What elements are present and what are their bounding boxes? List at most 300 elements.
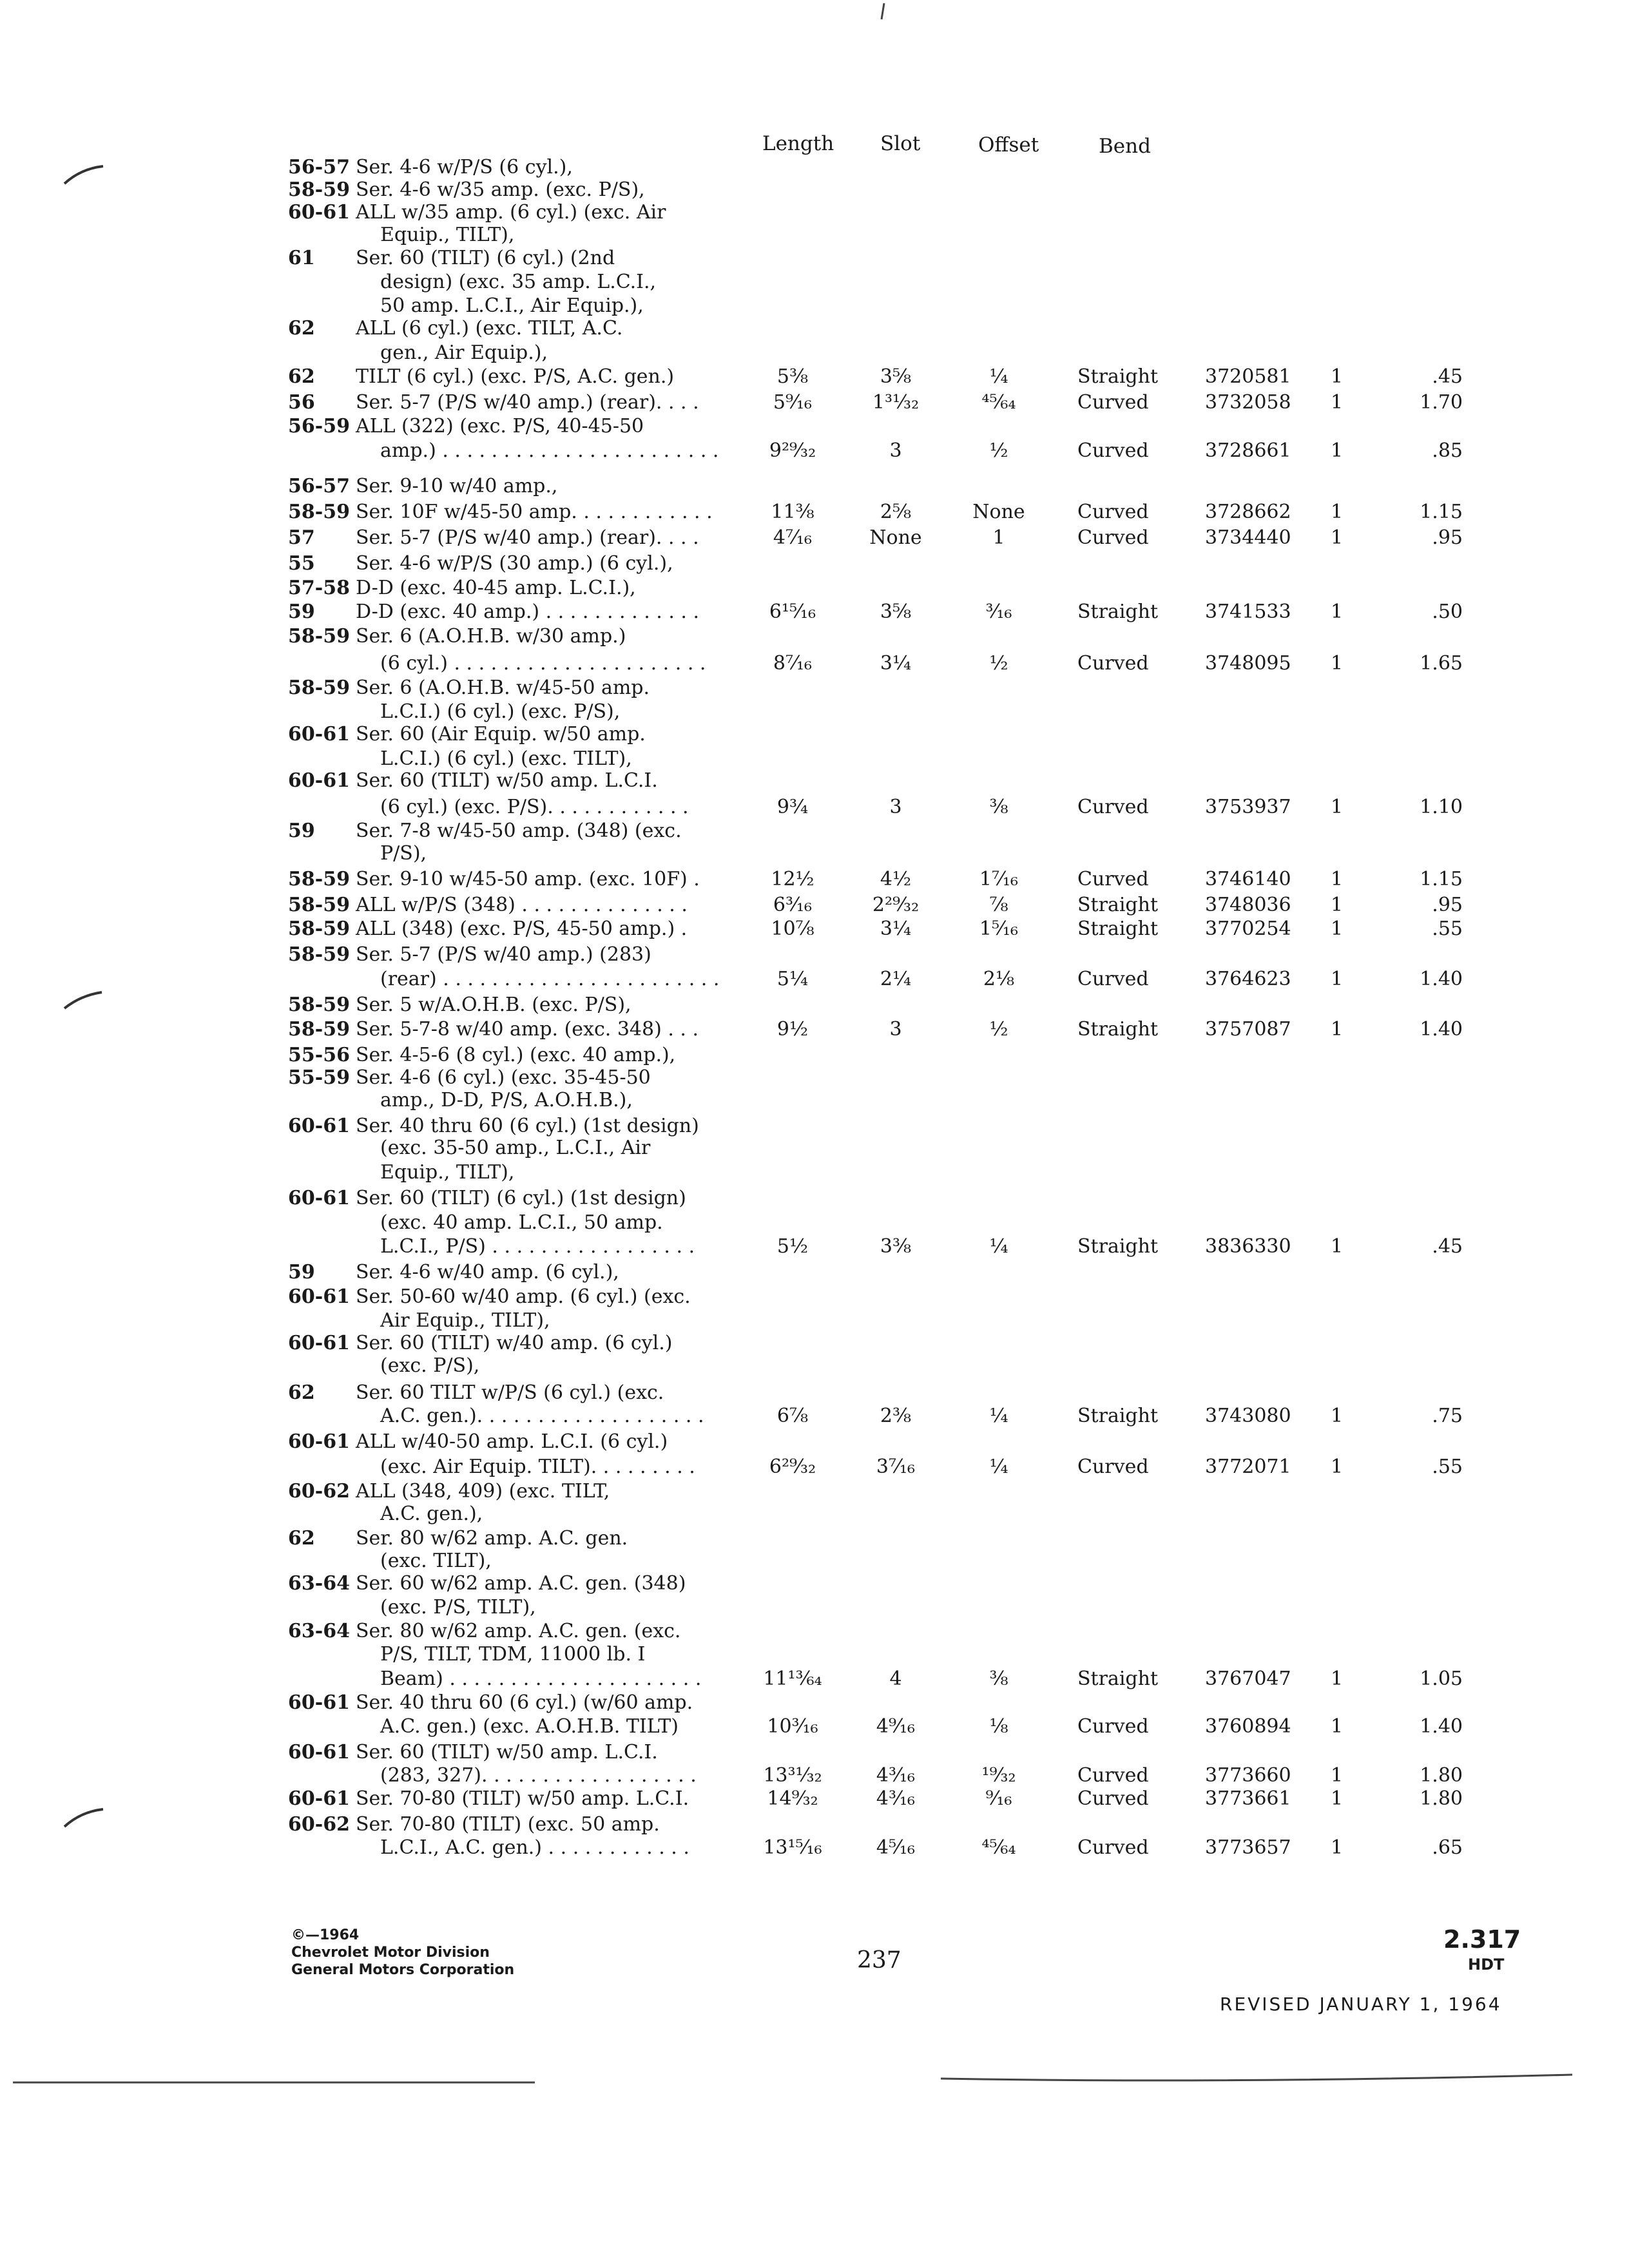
row-length: 14⁹⁄₃₂ xyxy=(767,1787,818,1810)
row-description: A.C. gen.) (exc. A.O.H.B. TILT) xyxy=(380,1715,679,1738)
row-quantity: 1 xyxy=(1331,894,1344,916)
row-price: 1.80 xyxy=(1420,1764,1463,1787)
table-row xyxy=(0,364,1629,390)
row-year: 60-61 xyxy=(288,201,350,224)
row-description: amp., D-D, P/S, A.O.H.B.), xyxy=(380,1089,633,1111)
table-row xyxy=(0,438,1629,464)
row-quantity: 1 xyxy=(1331,1456,1344,1478)
row-description: Ser. 4-6 w/P/S (30 amp.) (6 cyl.), xyxy=(356,552,673,575)
copyright-block xyxy=(291,1927,514,1979)
row-part-number: 3753937 xyxy=(1205,796,1291,818)
row-description: Ser. 6 (A.O.H.B. w/30 amp.) xyxy=(356,625,626,648)
table-row xyxy=(0,1043,1629,1068)
row-quantity: 1 xyxy=(1331,501,1344,523)
row-year: 60-61 xyxy=(288,1430,350,1453)
table-row xyxy=(0,1353,1629,1379)
row-bend: Curved xyxy=(1077,796,1149,818)
row-slot: 4³⁄₁₆ xyxy=(876,1764,916,1787)
row-year: 58-59 xyxy=(288,625,350,648)
row-description: Ser. 70-80 (TILT) (exc. 50 amp. xyxy=(356,1813,660,1836)
table-row xyxy=(0,293,1629,319)
row-bend: Curved xyxy=(1077,526,1149,549)
table-row xyxy=(0,1234,1629,1260)
table-row xyxy=(0,1088,1629,1113)
row-length: 10⅞ xyxy=(771,918,815,940)
row-description: Ser. 5-7 (P/S w/40 amp.) (rear). . . . xyxy=(356,526,699,549)
row-length: 8⁷⁄₁₆ xyxy=(773,652,813,675)
row-year: 57 xyxy=(288,526,315,549)
row-price: 1.15 xyxy=(1420,868,1463,890)
table-row xyxy=(0,525,1629,551)
table-row xyxy=(0,1284,1629,1310)
table-row xyxy=(0,1308,1629,1334)
row-description: (6 cyl.) (exc. P/S). . . . . . . . . . . . xyxy=(380,796,689,818)
row-year: 56 xyxy=(288,391,315,414)
row-description: Ser. 60 (Air Equip. w/50 amp. xyxy=(356,723,646,745)
row-offset: ½ xyxy=(989,652,1008,675)
row-quantity: 1 xyxy=(1331,652,1344,675)
row-year: 63-64 xyxy=(288,1620,350,1642)
table-row xyxy=(0,966,1629,992)
row-description: Ser. 6 (A.O.H.B. w/45-50 amp. xyxy=(356,677,650,699)
row-quantity: 1 xyxy=(1331,796,1344,818)
table-row xyxy=(0,200,1629,226)
row-part-number: 3732058 xyxy=(1205,391,1291,414)
row-description: ALL (348, 409) (exc. TILT, xyxy=(356,1480,610,1503)
row-part-number: 3720581 xyxy=(1205,365,1291,388)
row-slot: 3 xyxy=(889,439,902,462)
row-year: 62 xyxy=(288,365,315,388)
header-slot: Slot xyxy=(880,132,921,155)
row-bend: Curved xyxy=(1077,868,1149,890)
row-year: 59 xyxy=(288,820,315,842)
row-description: L.C.I., P/S) . . . . . . . . . . . . . . . . . xyxy=(380,1235,695,1258)
row-description: Ser. 70-80 (TILT) w/50 amp. L.C.I. xyxy=(356,1787,689,1810)
row-offset: 1⁷⁄₁₆ xyxy=(979,868,1019,890)
table-row xyxy=(0,794,1629,820)
row-part-number: 3757087 xyxy=(1205,1018,1291,1041)
row-part-number: 3836330 xyxy=(1205,1235,1291,1258)
table-row xyxy=(0,1763,1629,1789)
row-description: Ser. 60 TILT w/P/S (6 cyl.) (exc. xyxy=(356,1381,664,1404)
row-quantity: 1 xyxy=(1331,1405,1344,1427)
row-length: 12½ xyxy=(771,868,815,890)
row-description: Ser. 10F w/45-50 amp. . . . . . . . . . . . xyxy=(356,501,713,523)
row-description: Ser. 60 (TILT) w/50 amp. L.C.I. xyxy=(356,769,658,792)
table-row xyxy=(0,155,1629,180)
row-price: 1.70 xyxy=(1420,391,1463,414)
table-row xyxy=(0,818,1629,844)
row-year: 60-62 xyxy=(288,1813,350,1836)
table-row xyxy=(0,551,1629,577)
row-bend: Straight xyxy=(1077,1667,1159,1690)
table-row xyxy=(0,1619,1629,1644)
row-description: P/S), xyxy=(380,842,427,865)
row-bend: Curved xyxy=(1077,439,1149,462)
row-year: 58-59 xyxy=(288,677,350,699)
row-part-number: 3748036 xyxy=(1205,894,1291,916)
table-row xyxy=(0,1429,1629,1455)
row-year: 60-61 xyxy=(288,1115,350,1137)
table-row xyxy=(0,841,1629,867)
row-description: Ser. 5 w/A.O.H.B. (exc. P/S), xyxy=(356,994,631,1016)
table-row xyxy=(0,1501,1629,1527)
row-slot: 3 xyxy=(889,1018,902,1041)
table-row xyxy=(0,1135,1629,1161)
row-year: 57-58 xyxy=(288,577,350,599)
row-length: 6³⁄₁₆ xyxy=(773,894,813,916)
row-description: L.C.I.) (6 cyl.) (exc. TILT), xyxy=(380,747,632,770)
row-description: Equip., TILT), xyxy=(380,1161,515,1184)
table-row xyxy=(0,722,1629,747)
row-price: 1.10 xyxy=(1420,796,1463,818)
row-year: 60-62 xyxy=(288,1480,350,1503)
row-year: 55 xyxy=(288,552,315,575)
table-row xyxy=(0,1526,1629,1552)
row-length: 10³⁄₁₆ xyxy=(767,1715,818,1738)
row-price: .75 xyxy=(1432,1405,1463,1427)
table-row xyxy=(0,1571,1629,1597)
row-description: Ser. 50-60 w/40 amp. (6 cyl.) (exc. xyxy=(356,1285,691,1308)
header-offset: Offset xyxy=(978,133,1039,157)
row-description: Ser. 80 w/62 amp. A.C. gen. xyxy=(356,1527,628,1550)
copyright-line: Chevrolet Motor Division xyxy=(291,1945,490,1961)
row-slot: 4 xyxy=(889,1667,902,1690)
table-row xyxy=(0,499,1629,525)
table-row xyxy=(0,1666,1629,1692)
row-part-number: 3728662 xyxy=(1205,501,1291,523)
row-bend: Curved xyxy=(1077,391,1149,414)
row-year: 55-59 xyxy=(288,1066,350,1089)
row-offset: ⅞ xyxy=(989,894,1008,916)
row-slot: 4⁵⁄₁₆ xyxy=(876,1836,916,1859)
row-description: D-D (exc. 40 amp.) . . . . . . . . . . . . . xyxy=(356,601,700,623)
row-offset: ¼ xyxy=(989,1235,1008,1258)
table-row xyxy=(0,340,1629,366)
row-year: 56-57 xyxy=(288,156,350,178)
table-row xyxy=(0,992,1629,1018)
row-year: 58-59 xyxy=(288,178,350,201)
row-offset: None xyxy=(972,501,1025,523)
table-row xyxy=(0,699,1629,725)
table-row xyxy=(0,1403,1629,1429)
row-year: 56-59 xyxy=(288,415,350,437)
row-year: 60-61 xyxy=(288,1741,350,1763)
row-description: design) (exc. 35 amp. L.C.I., xyxy=(380,271,657,293)
table-row xyxy=(0,177,1629,203)
row-quantity: 1 xyxy=(1331,439,1344,462)
header-length: Length xyxy=(762,132,834,155)
row-description: ALL w/40-50 amp. L.C.I. (6 cyl.) xyxy=(356,1430,668,1453)
table-row xyxy=(0,1160,1629,1186)
table-row xyxy=(0,942,1629,968)
table-row xyxy=(0,269,1629,295)
revised-date: REVISED JANUARY 1, 1964 xyxy=(1220,1994,1502,2015)
row-offset: ³⁄₁₆ xyxy=(985,601,1012,623)
row-offset: 2⅛ xyxy=(983,968,1015,990)
row-description: (rear) . . . . . . . . . . . . . . . . . . . . . . . xyxy=(380,968,720,990)
table-row xyxy=(0,1017,1629,1043)
row-part-number: 3760894 xyxy=(1205,1715,1291,1738)
row-offset: ¼ xyxy=(989,1456,1008,1478)
section-number: 2.317 xyxy=(1443,1925,1521,1954)
row-description: (exc. P/S), xyxy=(380,1354,480,1377)
row-year: 60-61 xyxy=(288,769,350,792)
row-bend: Straight xyxy=(1077,1235,1159,1258)
row-description: Ser. 5-7 (P/S w/40 amp.) (rear). . . . xyxy=(356,391,699,414)
row-year: 58-59 xyxy=(288,501,350,523)
row-part-number: 3728661 xyxy=(1205,439,1291,462)
row-slot: 3⁷⁄₁₆ xyxy=(876,1456,916,1478)
row-description: Equip., TILT), xyxy=(380,224,515,246)
row-slot: 3⅜ xyxy=(880,1235,912,1258)
table-row xyxy=(0,1065,1629,1091)
row-slot: 2⅝ xyxy=(880,501,912,523)
row-slot: 2³⁄₈ xyxy=(880,1405,912,1427)
row-offset: ¹⁹⁄₃₂ xyxy=(981,1764,1016,1787)
row-quantity: 1 xyxy=(1331,868,1344,890)
row-slot: 1³¹⁄₃₂ xyxy=(872,391,920,414)
row-description: D-D (exc. 40-45 amp. L.C.I.), xyxy=(356,577,636,599)
row-bend: Straight xyxy=(1077,365,1159,388)
row-part-number: 3764623 xyxy=(1205,968,1291,990)
row-quantity: 1 xyxy=(1331,1764,1344,1787)
table-row xyxy=(0,768,1629,794)
row-description: Ser. 5-7-8 w/40 amp. (exc. 348) . . . xyxy=(356,1018,699,1041)
row-description: gen., Air Equip.), xyxy=(380,341,548,364)
row-quantity: 1 xyxy=(1331,1018,1344,1041)
row-quantity: 1 xyxy=(1331,1715,1344,1738)
row-length: 13³¹⁄₃₂ xyxy=(763,1764,822,1787)
row-slot: 2¼ xyxy=(880,968,912,990)
table-row xyxy=(0,222,1629,248)
row-offset: ⁴⁵⁄₆₄ xyxy=(981,391,1016,414)
row-year: 62 xyxy=(288,317,315,340)
row-year: 60-61 xyxy=(288,1187,350,1209)
row-year: 61 xyxy=(288,247,315,269)
row-price: .55 xyxy=(1432,918,1463,940)
row-description: Beam) . . . . . . . . . . . . . . . . . . . . . xyxy=(380,1667,702,1690)
table-row xyxy=(0,651,1629,677)
row-part-number: 3773660 xyxy=(1205,1764,1291,1787)
row-slot: 3¼ xyxy=(880,652,912,675)
row-price: 1.15 xyxy=(1420,501,1463,523)
table-row xyxy=(0,1812,1629,1838)
row-bend: Curved xyxy=(1077,652,1149,675)
row-year: 62 xyxy=(288,1527,315,1550)
row-quantity: 1 xyxy=(1331,1836,1344,1859)
table-row xyxy=(0,1642,1629,1667)
table-row xyxy=(0,675,1629,701)
row-part-number: 3772071 xyxy=(1205,1456,1291,1478)
row-length: 11⅜ xyxy=(771,501,815,523)
row-description: (exc. P/S, TILT), xyxy=(380,1596,536,1619)
row-description: (exc. TILT), xyxy=(380,1550,492,1572)
row-price: .55 xyxy=(1432,1456,1463,1478)
row-bend: Curved xyxy=(1077,1764,1149,1787)
row-length: 9½ xyxy=(776,1018,809,1041)
row-slot: 4½ xyxy=(880,868,912,890)
row-slot: 4³⁄₁₆ xyxy=(876,1787,916,1810)
section-sub: HDT xyxy=(1468,1956,1505,1974)
row-slot: 3⅝ xyxy=(880,601,912,623)
table-row xyxy=(0,1479,1629,1504)
row-slot: None xyxy=(869,526,922,549)
row-length: 5¼ xyxy=(776,968,809,990)
row-price: 1.40 xyxy=(1420,1018,1463,1041)
row-bend: Curved xyxy=(1077,1715,1149,1738)
row-description: Ser. 5-7 (P/S w/40 amp.) (283) xyxy=(356,943,651,966)
row-slot: 2²⁹⁄₃₂ xyxy=(872,894,920,916)
table-row xyxy=(0,1690,1629,1716)
row-offset: 1⁵⁄₁₆ xyxy=(979,918,1019,940)
row-year: 58-59 xyxy=(288,1018,350,1041)
table-row xyxy=(0,1186,1629,1211)
row-price: .45 xyxy=(1432,1235,1463,1258)
row-description: Ser. 9-10 w/40 amp., xyxy=(356,475,558,497)
table-row xyxy=(0,390,1629,416)
table-row xyxy=(0,1331,1629,1356)
row-slot: 3⅝ xyxy=(880,365,912,388)
header-bend: Bend xyxy=(1099,135,1151,158)
row-year: 58-59 xyxy=(288,894,350,916)
row-description: (exc. 40 amp. L.C.I., 50 amp. xyxy=(380,1211,663,1234)
table-row xyxy=(0,916,1629,942)
row-description: Ser. 4-5-6 (8 cyl.) (exc. 40 amp.), xyxy=(356,1044,676,1066)
row-part-number: 3734440 xyxy=(1205,526,1291,549)
row-slot: 3 xyxy=(889,796,902,818)
table-row xyxy=(0,1714,1629,1740)
row-part-number: 3746140 xyxy=(1205,868,1291,890)
table-row xyxy=(0,474,1629,499)
row-length: 6²⁹⁄₃₂ xyxy=(769,1456,816,1478)
copyright-line: General Motors Corporation xyxy=(291,1962,515,1978)
table-row xyxy=(0,1260,1629,1285)
row-description: ALL (6 cyl.) (exc. TILT, A.C. xyxy=(356,317,623,340)
table-row xyxy=(0,892,1629,918)
row-description: A.C. gen.). . . . . . . . . . . . . . . . . . . xyxy=(380,1405,704,1427)
row-length: 6⅞ xyxy=(776,1405,809,1427)
row-price: .45 xyxy=(1432,365,1463,388)
row-description: amp.) . . . . . . . . . . . . . . . . . . . . . . . xyxy=(380,439,719,462)
row-year: 62 xyxy=(288,1381,315,1404)
row-description: (6 cyl.) . . . . . . . . . . . . . . . . . . . . . xyxy=(380,652,706,675)
row-description: Ser. 4-6 w/35 amp. (exc. P/S), xyxy=(356,178,645,201)
row-description: Air Equip., TILT), xyxy=(380,1309,550,1332)
row-quantity: 1 xyxy=(1331,1787,1344,1810)
table-row xyxy=(0,1548,1629,1574)
row-year: 60-61 xyxy=(288,723,350,745)
row-description: ALL w/35 amp. (6 cyl.) (exc. Air xyxy=(356,201,666,224)
row-part-number: 3770254 xyxy=(1205,918,1291,940)
row-description: A.C. gen.), xyxy=(380,1503,483,1525)
row-description: Ser. 4-6 w/P/S (6 cyl.), xyxy=(356,156,573,178)
table-row xyxy=(0,414,1629,439)
row-year: 58-59 xyxy=(288,918,350,940)
row-offset: ¼ xyxy=(989,365,1008,388)
row-price: 1.40 xyxy=(1420,1715,1463,1738)
row-year: 60-61 xyxy=(288,1332,350,1354)
row-description: (exc. Air Equip. TILT). . . . . . . . . xyxy=(380,1456,695,1478)
row-length: 9¾ xyxy=(776,796,809,818)
row-quantity: 1 xyxy=(1331,601,1344,623)
row-description: ALL (348) (exc. P/S, 45-50 amp.) . xyxy=(356,918,688,940)
row-bend: Straight xyxy=(1077,1018,1159,1041)
row-description: L.C.I.) (6 cyl.) (exc. P/S), xyxy=(380,700,621,723)
row-quantity: 1 xyxy=(1331,1235,1344,1258)
row-part-number: 3743080 xyxy=(1205,1405,1291,1427)
row-offset: ⅜ xyxy=(989,1667,1008,1690)
row-part-number: 3748095 xyxy=(1205,652,1291,675)
row-part-number: 3741533 xyxy=(1205,601,1291,623)
row-year: 58-59 xyxy=(288,994,350,1016)
row-slot: 4⁹⁄₁₆ xyxy=(876,1715,916,1738)
row-quantity: 1 xyxy=(1331,526,1344,549)
row-description: Ser. 4-6 w/40 amp. (6 cyl.), xyxy=(356,1261,619,1283)
table-row xyxy=(0,1380,1629,1406)
row-offset: ½ xyxy=(989,1018,1008,1041)
table-row xyxy=(0,575,1629,601)
table-row xyxy=(0,245,1629,271)
row-bend: Straight xyxy=(1077,601,1159,623)
row-length: 13¹⁵⁄₁₆ xyxy=(763,1836,822,1859)
row-description: Ser. 60 (TILT) (6 cyl.) (1st design) xyxy=(356,1187,686,1209)
row-description: Ser. 7-8 w/45-50 amp. (348) (exc. xyxy=(356,820,682,842)
row-description: ALL w/P/S (348) . . . . . . . . . . . . . . xyxy=(356,894,688,916)
table-row xyxy=(0,1454,1629,1480)
row-year: 60-61 xyxy=(288,1787,350,1810)
row-description: P/S, TILT, TDM, 11000 lb. I xyxy=(380,1643,646,1666)
table-row xyxy=(0,316,1629,341)
row-offset: ⁴⁵⁄₆₄ xyxy=(981,1836,1016,1859)
row-year: 60-61 xyxy=(288,1691,350,1714)
row-price: .85 xyxy=(1432,439,1463,462)
row-description: Ser. 60 (TILT) w/50 amp. L.C.I. xyxy=(356,1741,658,1763)
row-year: 55-56 xyxy=(288,1044,350,1066)
row-description: TILT (6 cyl.) (exc. P/S, A.C. gen.) xyxy=(356,365,675,388)
row-description: Ser. 40 thru 60 (6 cyl.) (1st design) xyxy=(356,1115,699,1137)
row-quantity: 1 xyxy=(1331,968,1344,990)
row-description: Ser. 9-10 w/45-50 amp. (exc. 10F) . xyxy=(356,868,700,890)
row-part-number: 3767047 xyxy=(1205,1667,1291,1690)
row-year: 58-59 xyxy=(288,943,350,966)
row-bend: Straight xyxy=(1077,1405,1159,1427)
copyright-line: ©—1964 xyxy=(291,1927,360,1943)
row-bend: Straight xyxy=(1077,894,1159,916)
row-length: 4⁷⁄₁₆ xyxy=(773,526,813,549)
row-offset: 1 xyxy=(992,526,1005,549)
row-length: 5½ xyxy=(776,1235,809,1258)
row-length: 11¹³⁄₆₄ xyxy=(763,1667,822,1690)
row-description: Ser. 60 (TILT) w/40 amp. (6 cyl.) xyxy=(356,1332,673,1354)
row-bend: Curved xyxy=(1077,1456,1149,1478)
row-quantity: 1 xyxy=(1331,391,1344,414)
row-part-number: 3773657 xyxy=(1205,1836,1291,1859)
row-price: 1.05 xyxy=(1420,1667,1463,1690)
row-slot: 3¼ xyxy=(880,918,912,940)
row-price: .95 xyxy=(1432,526,1463,549)
row-description: (exc. 35-50 amp., L.C.I., Air xyxy=(380,1137,651,1159)
row-price: 1.40 xyxy=(1420,968,1463,990)
table-row xyxy=(0,867,1629,892)
table-row xyxy=(0,1740,1629,1765)
row-price: 1.80 xyxy=(1420,1787,1463,1810)
row-description: Ser. 80 w/62 amp. A.C. gen. (exc. xyxy=(356,1620,681,1642)
row-year: 59 xyxy=(288,1261,315,1283)
table-row xyxy=(0,1210,1629,1236)
row-bend: Curved xyxy=(1077,501,1149,523)
row-quantity: 1 xyxy=(1331,365,1344,388)
